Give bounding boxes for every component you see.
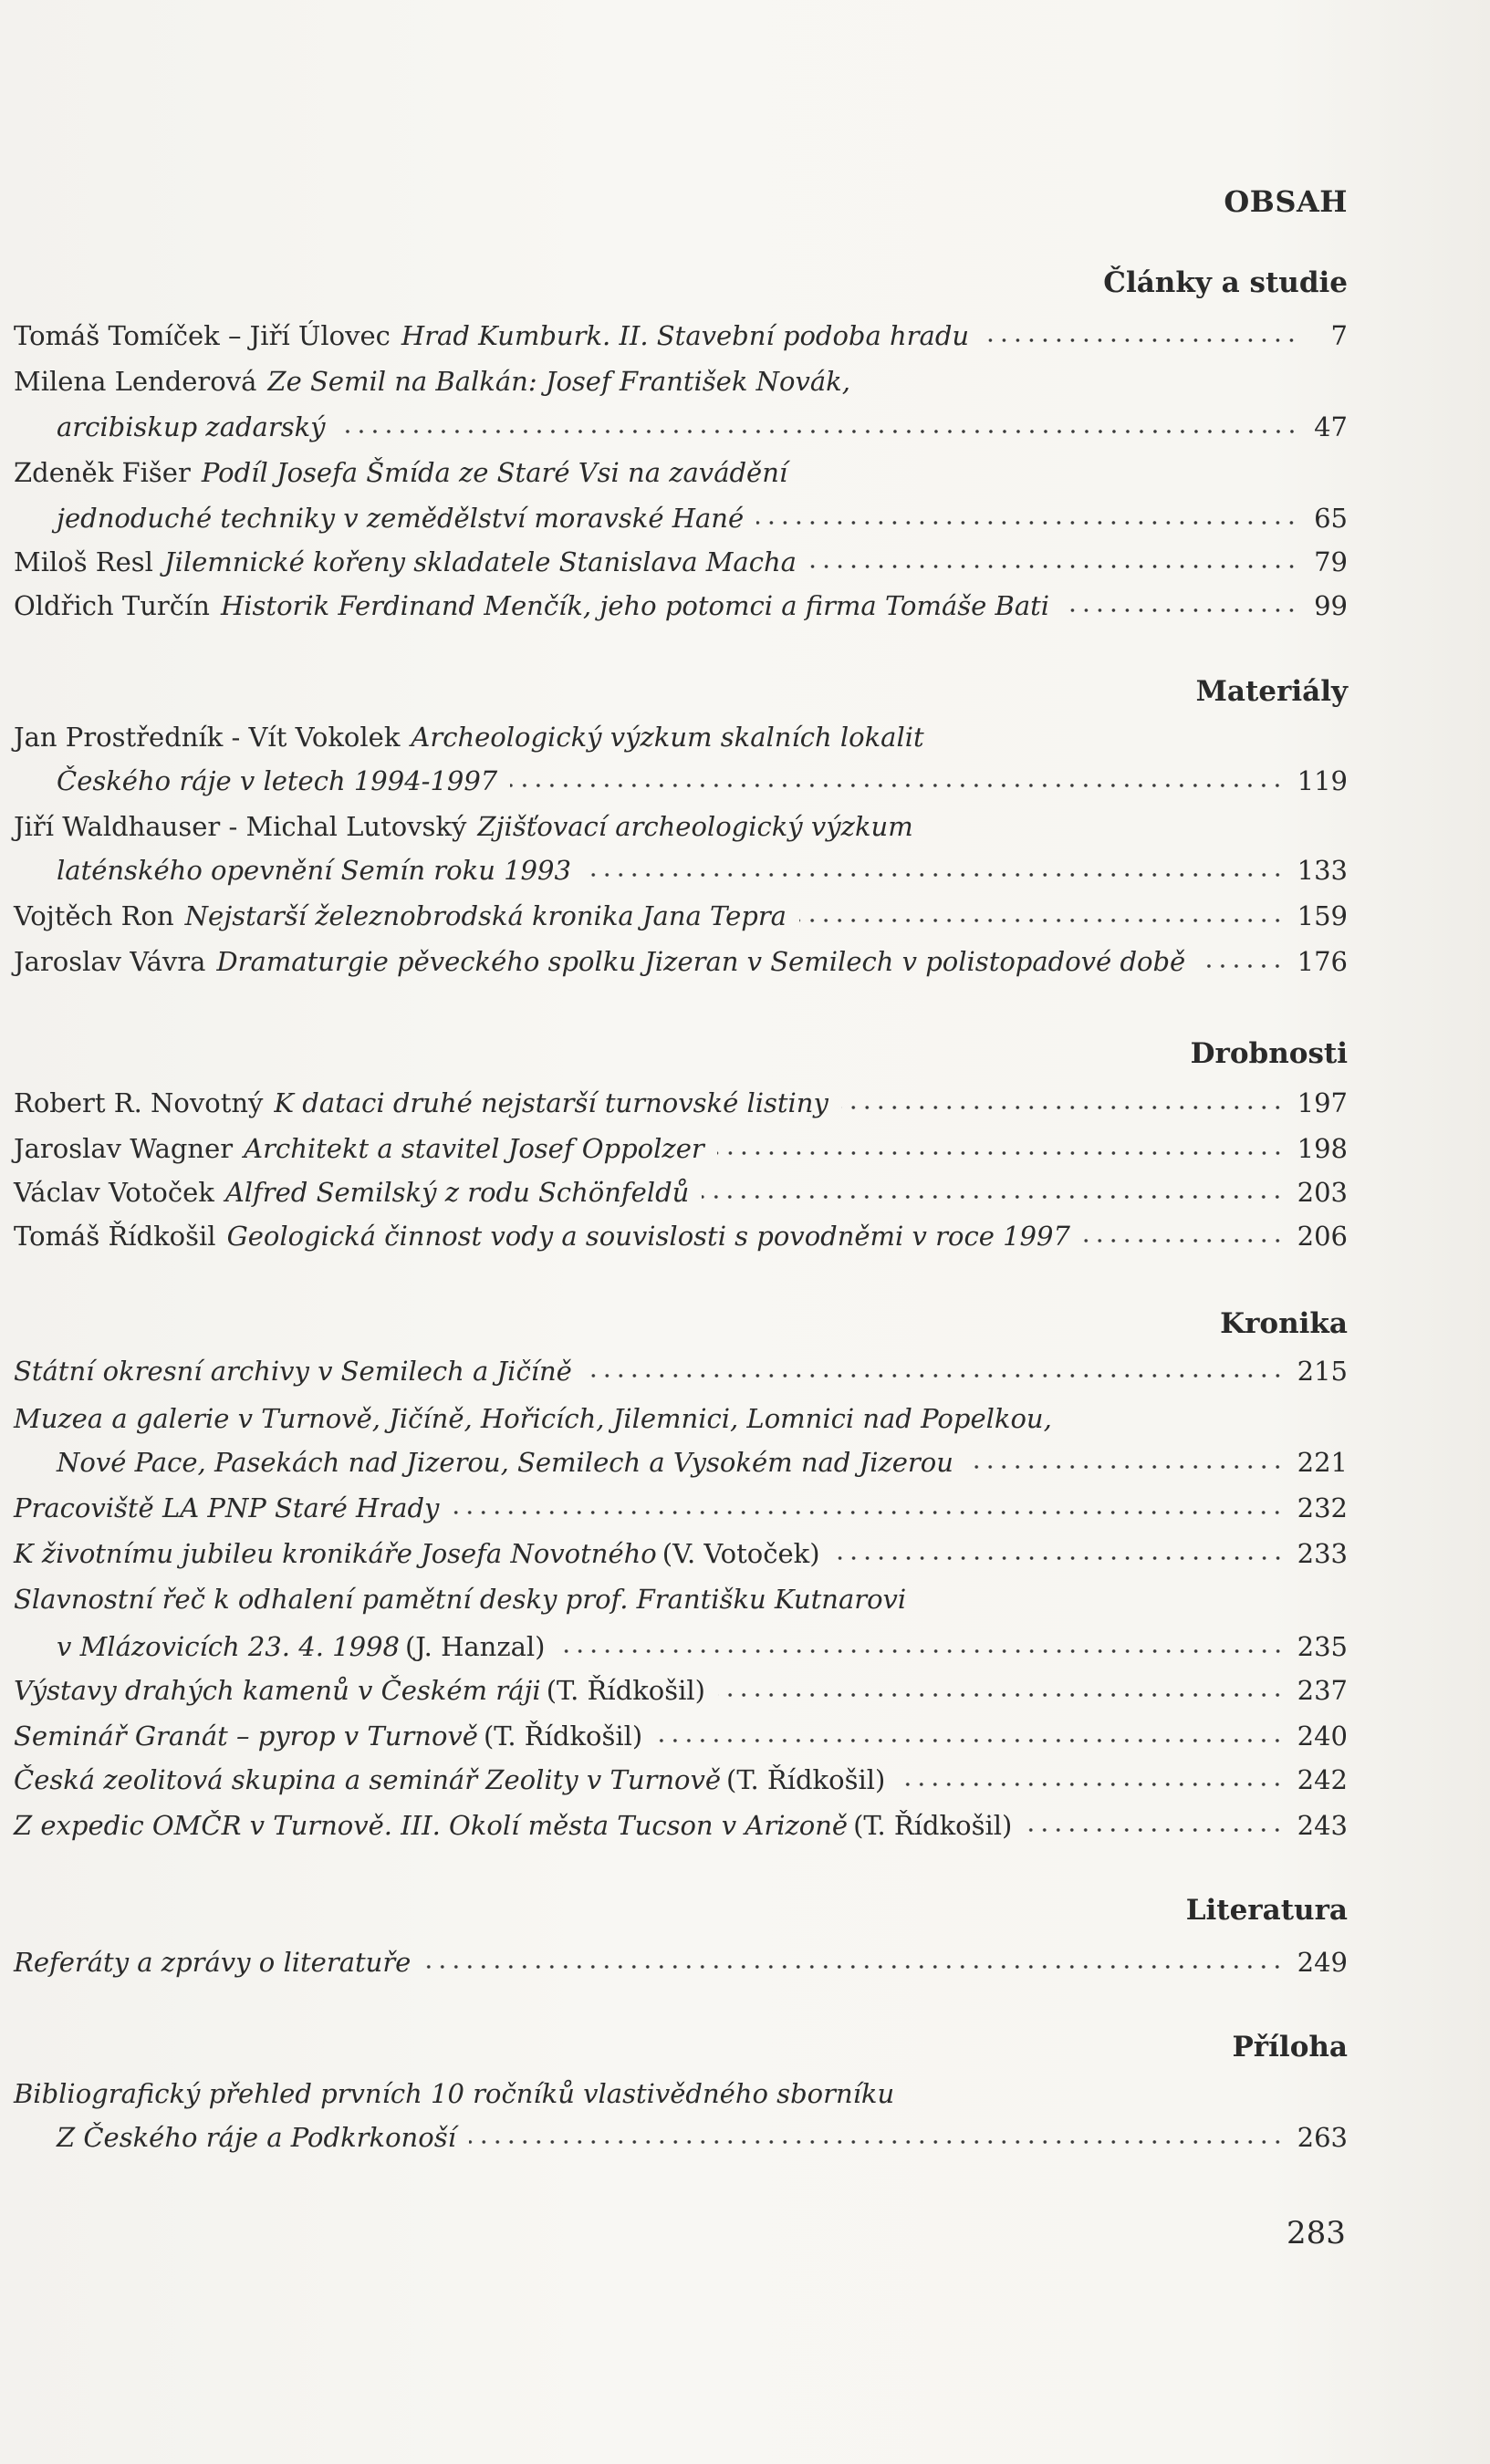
- toc-entry[interactable]: [57, 1442, 1348, 1482]
- toc-entry[interactable]: [57, 498, 1348, 538]
- entry-title: jednoduché techniky v zemědělství moravské Hané: [57, 503, 745, 534]
- entry-title: Alfred Semilský z rodu Schönfeldů: [224, 1177, 690, 1208]
- entry-page-number: 221: [1297, 1447, 1348, 1478]
- toc-entry[interactable]: [14, 452, 1348, 493]
- entry-page-number: 197: [1297, 1087, 1348, 1118]
- entry-author: Zdeněk Fišer: [14, 457, 191, 488]
- toc-entry[interactable]: [14, 1128, 1348, 1169]
- toc-entry[interactable]: [14, 1760, 1348, 1800]
- toc-entry[interactable]: [14, 1488, 1348, 1528]
- entry-page-number: 7: [1330, 320, 1348, 351]
- entry-editor: (T. Řídkošil): [853, 1810, 1013, 1841]
- toc-entry[interactable]: [14, 896, 1348, 936]
- entry-title: laténského opevnění Semín roku 1993: [57, 855, 571, 886]
- leader-dots: [982, 336, 1298, 345]
- toc-entry[interactable]: [14, 1534, 1348, 1574]
- entry-page-number: 235: [1297, 1631, 1348, 1662]
- entry-editor: (J. Hanzal): [404, 1631, 546, 1662]
- entry-title: Nové Pace, Pasekách nad Jizerou, Semilech a Vysokém nad Jizerou: [57, 1447, 953, 1478]
- entry-title: Jilemnické kořeny skladatele Stanislava Macha: [163, 546, 797, 577]
- entry-title: Pracoviště LA PNP Staré Hrady: [14, 1492, 440, 1523]
- leader-dots: [841, 1103, 1285, 1112]
- entry-title: arcibiskup zadarský: [57, 411, 326, 442]
- entry-title: Bibliografický přehled prvních 10 ročníků vlastivědného sborníku: [14, 2078, 895, 2109]
- toc-entry[interactable]: [14, 1942, 1348, 1982]
- page-title: OBSAH: [1224, 184, 1348, 219]
- entry-title: Českého ráje v letech 1994-1997: [57, 765, 498, 796]
- toc-entry[interactable]: [14, 806, 1348, 847]
- entry-title: Výstavy drahých kamenů v Českém ráji: [14, 1675, 541, 1706]
- leader-dots: [469, 2137, 1285, 2147]
- toc-entry[interactable]: [57, 2117, 1348, 2157]
- toc-entry[interactable]: [14, 542, 1348, 582]
- entry-page-number: 198: [1297, 1133, 1348, 1164]
- section-heading: Kronika: [1220, 1307, 1348, 1340]
- entry-page-number: 215: [1297, 1356, 1348, 1387]
- leader-dots: [655, 1736, 1284, 1745]
- entry-page-number: 237: [1297, 1675, 1348, 1706]
- leader-dots: [1062, 606, 1298, 615]
- page-number: 283: [1287, 2215, 1346, 2251]
- entry-editor: (T. Řídkošil): [546, 1675, 705, 1706]
- entry-title: Slavnostní řeč k odhalení pamětní desky prof. Františku Kutnarovi: [14, 1584, 907, 1615]
- entry-page-number: 233: [1297, 1538, 1348, 1569]
- section-heading: Literatura: [1185, 1894, 1348, 1927]
- entry-author: Jaroslav Wagner: [14, 1133, 234, 1164]
- entry-page-number: 159: [1297, 900, 1348, 931]
- entry-author: Oldřich Turčín: [14, 590, 210, 621]
- entry-title: K životnímu jubileu kronikáře Josefa Novotného: [14, 1538, 657, 1569]
- toc-entry[interactable]: [57, 761, 1348, 801]
- entry-title: Dramaturgie pěveckého spolku Jizeran v Semilech v polistopadové době: [216, 946, 1186, 977]
- leader-dots: [799, 916, 1285, 925]
- entry-page-number: 47: [1314, 411, 1348, 442]
- leader-dots: [809, 562, 1298, 571]
- leader-dots: [966, 1462, 1285, 1471]
- entry-author: Tomáš Tomíček – Jiří Úlovec: [14, 320, 391, 351]
- entry-title: Historik Ferdinand Menčík, jeho potomci a firma Tomáše Bati: [220, 590, 1050, 621]
- leader-dots: [452, 1508, 1284, 1517]
- entry-page-number: 206: [1297, 1221, 1348, 1252]
- entry-title: Seminář Granát – pyrop v Turnově: [14, 1721, 478, 1752]
- toc-entry[interactable]: [14, 361, 1348, 401]
- section-heading: Materiály: [1195, 675, 1348, 708]
- toc-entry[interactable]: [14, 1083, 1348, 1123]
- entry-page-number: 263: [1297, 2122, 1348, 2153]
- toc-entry[interactable]: [57, 1627, 1348, 1667]
- entry-title: Referáty a zprávy o literatuře: [14, 1947, 412, 1978]
- entry-editor: (V. Votoček): [662, 1538, 820, 1569]
- leader-dots: [558, 1647, 1285, 1656]
- entry-title: Česká zeolitová skupina a seminář Zeolity v Turnově: [14, 1764, 722, 1795]
- entry-author: Jan Prostředník - Vít Vokolek: [14, 722, 401, 753]
- leader-dots: [717, 1149, 1285, 1158]
- leader-dots: [756, 518, 1298, 527]
- entry-title: Ze Semil na Balkán: Josef František Novák,: [267, 366, 850, 397]
- section-heading: Příloha: [1232, 2031, 1348, 2064]
- entry-author: Václav Votoček: [14, 1177, 214, 1208]
- entry-page-number: 243: [1297, 1810, 1348, 1841]
- leader-dots: [585, 1371, 1285, 1380]
- leader-dots: [339, 427, 1298, 436]
- toc-entry[interactable]: [14, 1579, 1348, 1619]
- entry-title: Geologická činnost vody a souvislosti s povodněmi v roce 1997: [226, 1221, 1070, 1252]
- entry-page-number: 232: [1297, 1492, 1348, 1523]
- entry-title: Architekt a stavitel Josef Oppolzer: [244, 1133, 704, 1164]
- leader-dots: [1083, 1236, 1285, 1245]
- entry-title: Hrad Kumburk. II. Stavební podoba hradu: [401, 320, 970, 351]
- entry-title: Z Českého ráje a Podkrkonoší: [57, 2122, 456, 2153]
- entry-page-number: 79: [1314, 546, 1348, 577]
- entry-page-number: 99: [1314, 590, 1348, 621]
- leader-dots: [898, 1780, 1284, 1789]
- toc-entry[interactable]: [14, 1398, 1348, 1439]
- entry-page-number: 176: [1297, 946, 1348, 977]
- section-heading: Články a studie: [1103, 266, 1348, 299]
- entry-title: Nejstarší železnobrodská kronika Jana Tepra: [184, 900, 787, 931]
- leader-dots: [702, 1192, 1284, 1201]
- leader-dots: [1025, 1825, 1284, 1835]
- toc-entry[interactable]: [14, 1716, 1348, 1756]
- entry-editor: (T. Řídkošil): [483, 1721, 643, 1752]
- entry-author: Robert R. Novotný: [14, 1087, 264, 1118]
- entry-title: K dataci druhé nejstarší turnovské listiny: [274, 1087, 828, 1118]
- toc-entry[interactable]: [14, 1351, 1348, 1391]
- entry-title: v Mlázovicích 23. 4. 1998: [57, 1631, 400, 1662]
- entry-page-number: 203: [1297, 1177, 1348, 1208]
- entry-author: Miloš Resl: [14, 546, 153, 577]
- entry-author: Milena Lenderová: [14, 366, 257, 397]
- entry-author: Jaroslav Vávra: [14, 946, 206, 977]
- entry-title: Archeologický výzkum skalních lokalit: [411, 722, 924, 753]
- leader-dots: [423, 1962, 1284, 1971]
- entry-page-number: 249: [1297, 1947, 1348, 1978]
- entry-author: Jiří Waldhauser - Michal Lutovský: [14, 811, 467, 842]
- entry-author: Vojtěch Ron: [14, 900, 174, 931]
- toc-entry[interactable]: [14, 1670, 1348, 1710]
- toc-entry[interactable]: [14, 2074, 1348, 2114]
- entry-page-number: 119: [1297, 765, 1348, 796]
- entry-title: Podíl Josefa Šmída ze Staré Vsi na zavádění: [201, 457, 788, 488]
- toc-entry[interactable]: [14, 1805, 1348, 1845]
- leader-dots: [718, 1690, 1285, 1700]
- entry-page-number: 240: [1297, 1721, 1348, 1752]
- toc-entry[interactable]: [14, 717, 1348, 757]
- leader-dots: [1198, 962, 1284, 971]
- toc-entry[interactable]: [14, 586, 1348, 626]
- toc-entry[interactable]: [14, 1172, 1348, 1212]
- toc-entry[interactable]: [57, 407, 1348, 447]
- entry-page-number: 133: [1297, 855, 1348, 886]
- section-heading: Drobnosti: [1190, 1037, 1348, 1070]
- leader-dots: [833, 1554, 1285, 1563]
- toc-entry[interactable]: [57, 850, 1348, 890]
- leader-dots: [584, 870, 1285, 879]
- entry-title: Zjišťovací archeologický výzkum: [477, 811, 913, 842]
- toc-entry[interactable]: [14, 316, 1348, 356]
- toc-entry[interactable]: [14, 941, 1348, 982]
- entry-editor: (T. Řídkošil): [726, 1764, 886, 1795]
- entry-title: Z expedic OMČR v Turnově. III. Okolí města Tucson v Arizoně: [14, 1810, 849, 1841]
- toc-entry[interactable]: [14, 1216, 1348, 1256]
- entry-title: Muzea a galerie v Turnově, Jičíně, Hořicích, Jilemnici, Lomnici nad Popelkou,: [14, 1403, 1052, 1434]
- leader-dots: [510, 781, 1284, 790]
- entry-page-number: 65: [1314, 503, 1348, 534]
- entry-author: Tomáš Řídkošil: [14, 1221, 216, 1252]
- entry-title: Státní okresní archivy v Semilech a Jičíně: [14, 1356, 572, 1387]
- entry-page-number: 242: [1297, 1764, 1348, 1795]
